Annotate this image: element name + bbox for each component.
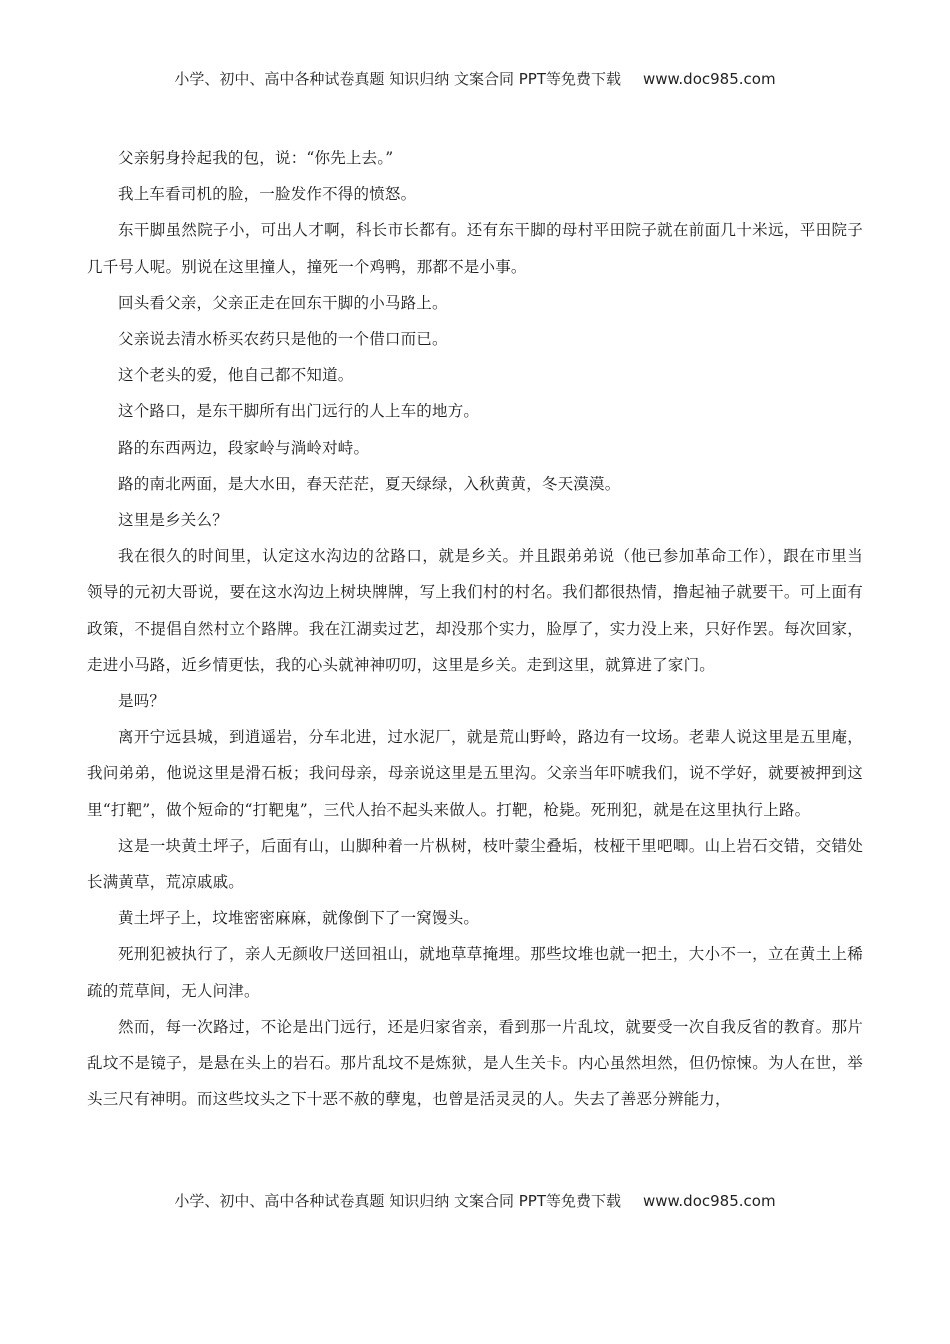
article-body [87, 140, 863, 1117]
footer-text: 小学、初中、高中各种试卷真题 知识归纳 文案合同 PPT等免费下载 [174, 1192, 621, 1210]
paragraph: 这个路口，是东干脚所有出门远行的人上车的地方。 [118, 402, 480, 421]
paragraph: 我上车看司机的脸，一脸发作不得的愤怒。 [118, 185, 417, 204]
paragraph: 离开宁远县城，到逍遥岩，分车北进，过水泥厂，就是荒山野岭，路边有一坟场。老辈人说这里是五里庵，我问弟弟，他说这里是滑石板；我问母亲，母亲说这里是五里沟。父亲当年吓唬我们，说不学好，就要被押到这里“打靶”，做个短命的“打靶鬼”，三代人抬不起头来做人。打靶，枪毙。死刑犯，就是在这里执行上路。 [87, 728, 863, 819]
paragraph: 父亲躬身拎起我的包，说：“你先上去。” [118, 149, 394, 167]
paragraph: 这里是乡关么？ [118, 511, 228, 530]
header-text: 小学、初中、高中各种试卷真题 知识归纳 文案合同 PPT等免费下载 [174, 70, 621, 88]
paragraph: 路的南北两面，是大水田，春天茫茫，夏天绿绿，入秋黄黄，冬天漠漠。 [118, 474, 621, 493]
page-header [0, 68, 950, 89]
paragraph: 然而，每一次路过，不论是出门远行，还是归家省亲，看到那一片乱坟，就要受一次自我反省的教育。那片乱坟不是镜子，是悬在头上的岩石。那片乱坟不是炼狱，是人生关卡。内心虽然坦然，但仍惊悚。为人在世，举头三尺有神明。而这些坟头之下十恶不赦的孽鬼，也曾是活灵灵的人。失去了善恶分辨能力， [87, 1017, 863, 1109]
paragraph: 路的东西两边，段家岭与淌岭对峙。 [118, 438, 370, 457]
paragraph: 回头看父亲，父亲正走在回东干脚的小马路上。 [118, 293, 448, 312]
paragraph: 这个老头的爱，他自己都不知道。 [118, 366, 354, 385]
page-footer [0, 1190, 950, 1211]
paragraph: 父亲说去清水桥买农药只是他的一个借口而已。 [118, 330, 448, 349]
paragraph: 死刑犯被执行了，亲人无颜收尸送回祖山，就地草草掩埋。那些坟堆也就一把土，大小不一，立在黄土上稀疏的荒草间，无人问津。 [87, 945, 863, 1000]
paragraph: 黄土坪子上，坟堆密密麻麻，就像倒下了一窝馒头。 [118, 909, 480, 928]
header-site-link[interactable]: www.doc985.com [642, 70, 776, 88]
footer-site-link[interactable]: www.doc985.com [642, 1192, 776, 1210]
paragraph: 东干脚虽然院子小，可出人才啊，科长市长都有。还有东干脚的母村平田院子就在前面几十米远，平田院子几千号人呢。别说在这里撞人，撞死一个鸡鸭，那都不是小事。 [87, 221, 863, 276]
paragraph: 我在很久的时间里，认定这水沟边的岔路口，就是乡关。并且跟弟弟说（他已参加革命工作），跟在市里当领导的元初大哥说，要在这水沟边上树块牌牌，写上我们村的村名。我们都很热情，撸起袖子就要干。可上面有政策，不提倡自然村立个路牌。我在江湖卖过艺，却没那个实力，脸厚了，实力没上来，只好作罢。每次回家，走进小马路，近乡情更怯，我的心头就神神叨叨，这里是乡关。走到这里，就算进了家门。 [87, 547, 863, 674]
paragraph: 这是一块黄土坪子，后面有山，山脚种着一片枞树，枝叶蒙尘叠垢，枝桠干里吧唧。山上岩石交错，交错处长满黄草，荒凉戚戚。 [87, 836, 863, 892]
paragraph: 是吗？ [118, 692, 166, 711]
